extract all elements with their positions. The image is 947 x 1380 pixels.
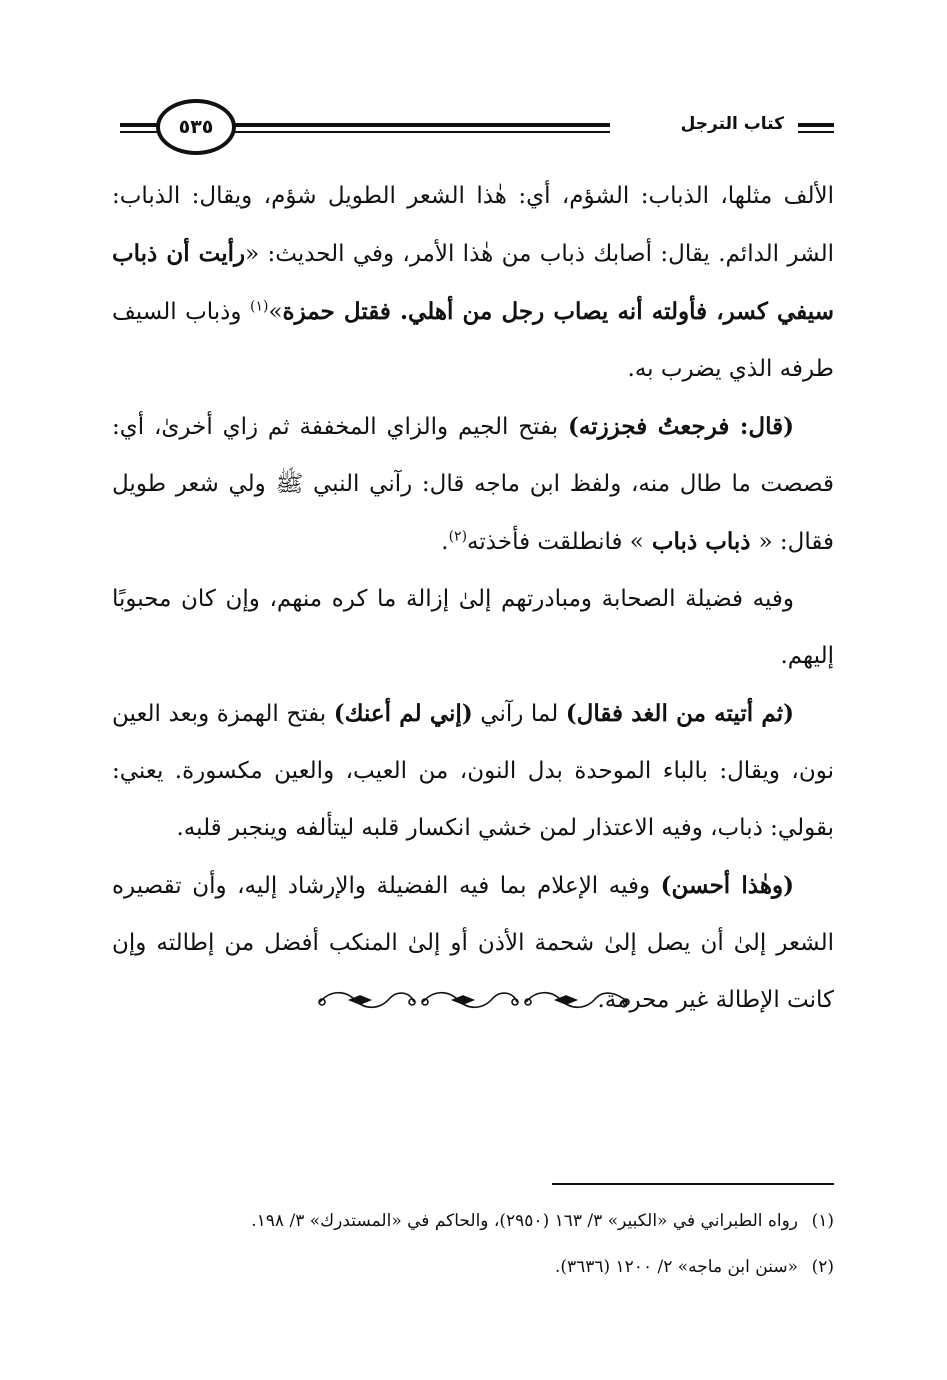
header-rule (230, 131, 610, 133)
ornament-icon (310, 980, 640, 1020)
footnote-separator (552, 1183, 834, 1185)
text-run: » (268, 299, 283, 325)
header-rule (798, 123, 834, 127)
main-text (112, 168, 834, 1029)
hadith-quote: ذباب ذباب (643, 528, 759, 555)
text-run: بفتح الهمزة وبعد العين نون، ويقال: بالباء الموحدة بدل النون، من العيب، والعين مكسورة. يعني: بقولي: ذباب، وفيه الاعتذار لمن خشي انكسار قلبه ليتألفه وينجبر قلبه. (112, 701, 834, 841)
footnote-text: «سنن ابن ماجه» ٢/ ١٢٠٠ (٣٦٣٦). (554, 1257, 798, 1277)
page-number-badge (156, 99, 236, 155)
footnotes (112, 1198, 834, 1290)
text-run: وذباب السيف طرفه الذي يضرب به. (112, 299, 834, 382)
page-number: ٥٣٥ (178, 116, 214, 138)
text-run: لما رآني (472, 701, 566, 727)
running-title: كتاب الترجل (675, 114, 790, 134)
paragraph (112, 398, 834, 571)
text-run: بفتح الجيم والزاي المخففة ثم زاي أخرىٰ، أي: قصصت ما طال منه، ولفظ ابن ماجه قال: رآني النبي ﷺ ولي شعر طويل فقال: « (112, 414, 834, 555)
paragraph (112, 168, 834, 398)
hadith-quote: رأيت أن ذباب سيفي كسر، فأولته أنه يصاب رجل من أهلي. فقتل حمزة (112, 240, 835, 325)
matn-quote: (إني لم أعنك) (333, 700, 473, 727)
paragraph (112, 685, 834, 857)
text-run: وفيه الإعلام بما فيه الفضيلة والإرشاد إليه، وأن تقصيره الشعر إلىٰ أن يصل إلىٰ شحمة الأذن أو إلىٰ المنكب أفضل من إطالته وإن كانت الإطالة غير محرمة. (112, 873, 834, 1013)
footnote-ref: (١) (249, 298, 269, 315)
text-run: » فانطلقت فأخذته (467, 529, 644, 555)
matn-quote: (قال: فرجعتُ فجززته) (567, 413, 795, 440)
footnote-ref: (٢) (448, 528, 468, 545)
footnote-number: (١) (811, 1211, 834, 1231)
footnote-number: (٢) (811, 1257, 834, 1277)
paragraph (112, 571, 834, 685)
matn-quote: (ثم أتيته من الغد فقال) (565, 700, 795, 727)
footnote (112, 1198, 834, 1244)
page-header (112, 96, 834, 160)
footnote (112, 1244, 834, 1290)
section-divider-ornament (310, 980, 640, 1020)
header-rule (798, 131, 834, 133)
footnote-text: رواه الطبراني في «الكبير» ٣/ ١٦٣ (٢٩٥٠)، والحاكم في «المستدرك» ٣/ ١٩٨. (251, 1211, 798, 1231)
text-run: وفيه فضيلة الصحابة ومبادرتهم إلىٰ إزالة ما كره منهم، وإن كان محبوبًا إليهم. (112, 586, 834, 669)
text-run: الألف مثلها، الذباب: الشؤم، أي: هٰذا الشعر الطويل شؤم، ويقال: الذباب: الشر الدائم. يقال: أصابك ذباب من هٰذا الأمر، وفي الحديث: « (112, 183, 834, 267)
matn-quote: (وهٰذا أحسن) (660, 872, 794, 899)
text-run: . (441, 529, 449, 555)
header-rule (230, 123, 610, 127)
